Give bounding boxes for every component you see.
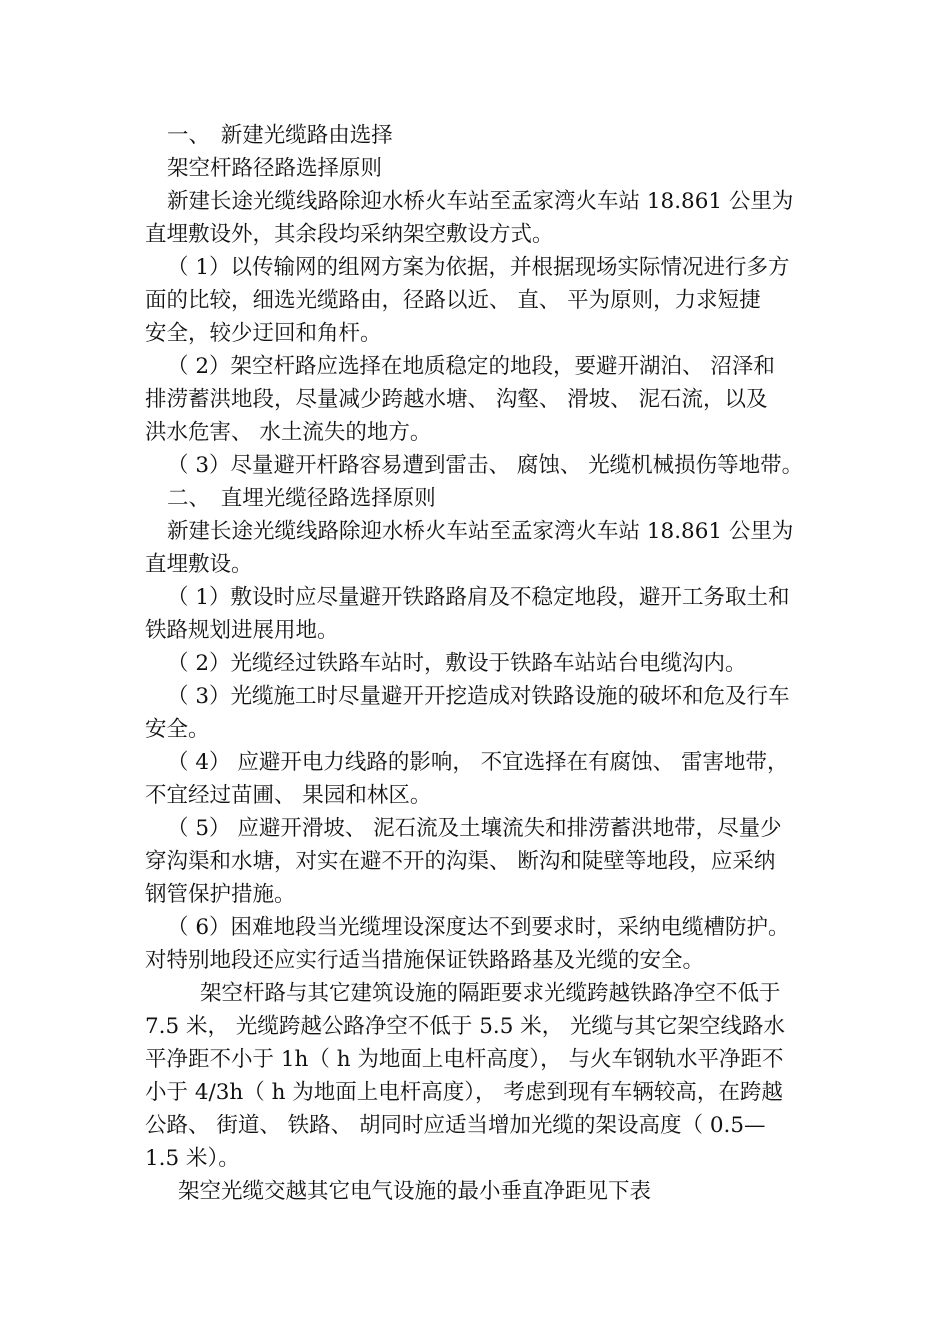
text-line: （ 4） 应避开电力线路的影响， 不宜选择在有腐蚀、 雷害地带， <box>167 750 789 775</box>
text-line: 架空杆路径路选择原则 <box>167 156 383 181</box>
text-line: 公路、 街道、 铁路、 胡同时应适当增加光缆的架设高度（ 0.5— <box>145 1113 766 1138</box>
text-line: （ 5） 应避开滑坡、 泥石流及土壤流失和排涝蓄洪地带，尽量少 <box>167 816 782 841</box>
text-line: 对特别地段还应实行适当措施保证铁路路基及光缆的安全。 <box>145 948 705 973</box>
text-line: 一、 新建光缆路由选择 <box>167 123 393 148</box>
paragraph-h1-sub <box>145 152 845 185</box>
paragraph-p10 <box>145 812 845 911</box>
paragraph-h2 <box>145 482 845 515</box>
text-line: 新建长途光缆线路除迎水桥火车站至孟家湾火车站 18.861 公里为 <box>167 189 794 214</box>
text-line: 安全。 <box>145 717 210 742</box>
paragraph-p13 <box>145 1175 845 1208</box>
text-line: 面的比较，细选光缆路由，径路以近、 直、 平为原则，力求短捷 <box>145 288 761 313</box>
paragraph-p6 <box>145 581 845 647</box>
text-line: 平净距不小于 1h（ h 为地面上电杆高度）， 与火车钢轨水平净距不 <box>145 1047 784 1072</box>
text-line: 洪水危害、 水土流失的地方。 <box>145 420 432 445</box>
paragraph-p7 <box>145 647 845 680</box>
text-line: 穿沟渠和水塘，对实在避不开的沟渠、 断沟和陡壁等地段，应采纳 <box>145 849 776 874</box>
text-line: （ 3）光缆施工时尽量避开开挖造成对铁路设施的破坏和危及行车 <box>167 684 790 709</box>
paragraph-p1 <box>145 185 845 251</box>
paragraph-p5 <box>145 515 845 581</box>
text-line: 铁路规划进展用地。 <box>145 618 339 643</box>
text-line: 排涝蓄洪地段，尽量减少跨越水塘、 沟壑、 滑坡、 泥石流，以及 <box>145 387 768 412</box>
text-line: （ 1）以传输网的组网方案为依据，并根据现场实际情况进行多方 <box>167 255 790 280</box>
text-line: 不宜经过苗圃、 果园和林区。 <box>145 783 432 808</box>
text-line: 架空杆路与其它建筑设施的隔距要求光缆跨越铁路净空不低于 <box>200 981 781 1006</box>
text-line: 小于 4/3h（ h 为地面上电杆高度）， 考虑到现有车辆较高，在跨越 <box>145 1080 783 1105</box>
text-line: （ 2）光缆经过铁路车站时，敷设于铁路车站站台电缆沟内。 <box>167 651 747 676</box>
text-line: 架空光缆交越其它电气设施的最小垂直净距见下表 <box>178 1179 652 1204</box>
paragraph-p4 <box>145 449 845 482</box>
text-line: （ 3）尽量避开杆路容易遭到雷击、 腐蚀、 光缆机械损伤等地带。 <box>167 453 804 478</box>
paragraph-p9 <box>145 746 845 812</box>
paragraph-h1 <box>145 119 845 152</box>
text-line: （ 6）困难地段当光缆埋设深度达不到要求时，采纳电缆槽防护。 <box>167 915 790 940</box>
paragraph-p12 <box>145 977 845 1175</box>
paragraph-p2 <box>145 251 845 350</box>
text-line: 7.5 米， 光缆跨越公路净空不低于 5.5 米， 光缆与其它架空线路水 <box>145 1014 786 1039</box>
text-line: 1.5 米）。 <box>145 1146 240 1171</box>
paragraph-p11 <box>145 911 845 977</box>
text-line: 直埋敷设外，其余段均采纳架空敷设方式。 <box>145 222 554 247</box>
text-line: 钢管保护措施。 <box>145 882 296 907</box>
paragraph-p8 <box>145 680 845 746</box>
text-line: （ 2）架空杆路应选择在地质稳定的地段，要避开湖泊、 沼泽和 <box>167 354 775 379</box>
text-line: 直埋敷设。 <box>145 552 253 577</box>
text-line: 安全，较少迂回和角杆。 <box>145 321 382 346</box>
text-line: 新建长途光缆线路除迎水桥火车站至孟家湾火车站 18.861 公里为 <box>167 519 794 544</box>
text-line: 二、 直埋光缆径路选择原则 <box>167 486 436 511</box>
paragraph-p3 <box>145 350 845 449</box>
text-line: （ 1）敷设时应尽量避开铁路路肩及不稳定地段，避开工务取土和 <box>167 585 790 610</box>
